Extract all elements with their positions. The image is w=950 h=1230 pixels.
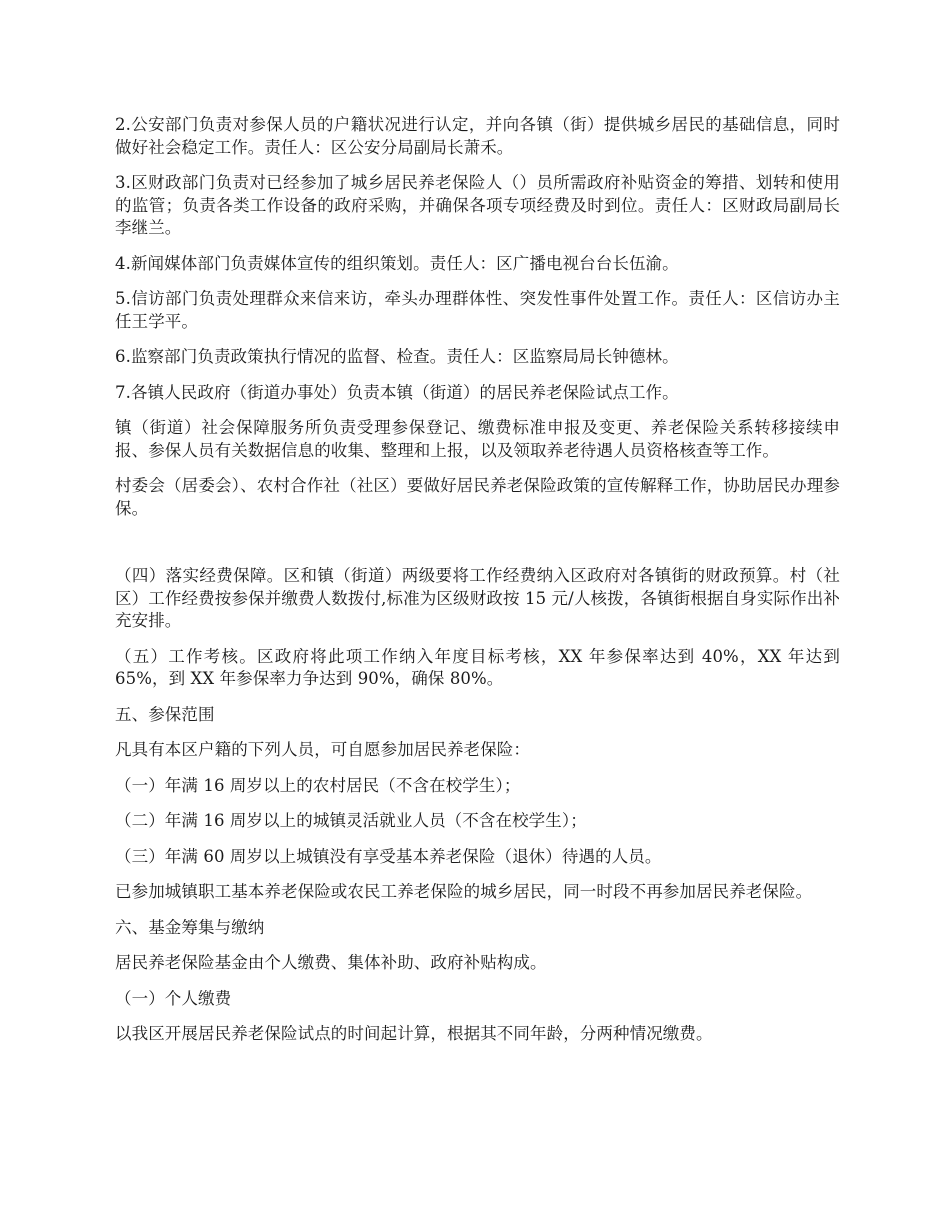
- section-heading-fund: 六、基金筹集与缴纳: [115, 917, 265, 937]
- list-item-rural-residents: （一）年满 16 周岁以上的农村居民（不含在校学生）；: [115, 775, 521, 795]
- paragraph-work-assessment: （五）工作考核。区政府将此项工作纳入年度目标考核，XX 年参保率达到 40%，XX 年达到 65%，到 XX 年参保率力争达到 90%，确保 80%。: [115, 646, 840, 688]
- paragraph-contribution-method: 以我区开展居民养老保险试点的时间起计算，根据其不同年龄，分两种情况缴费。: [115, 1024, 713, 1043]
- document-body: [115, 114, 840, 1059]
- list-item-urban-elderly: （三）年满 60 周岁以上城镇没有享受基本养老保险（退休）待遇的人员。: [115, 846, 662, 866]
- paragraph-funding-guarantee: （四）落实经费保障。区和镇（街道）两级要将工作经费纳入区政府对各镇街的财政预算。村（社区）工作经费按参保并缴费人数拨付,标准为区级财政按 15 元/人核拨，各镇街根据自身实际作出补充安排。: [115, 566, 840, 630]
- blank-gap: [115, 533, 840, 565]
- list-item-urban-flexible: （二）年满 16 周岁以上的城镇灵活就业人员（不含在校学生）；: [115, 811, 587, 830]
- subheading-personal-contribution: （一）个人缴费: [115, 988, 232, 1008]
- paragraph-fund-composition: 居民养老保险基金由个人缴费、集体补助、政府补贴构成。: [115, 953, 547, 972]
- paragraph-item-7-towns: 7.各镇人民政府（街道办事处）负责本镇（街道）的居民养老保险试点工作。: [115, 382, 679, 402]
- paragraph-item-3-finance: 3.区财政部门负责对已经参加了城乡居民养老保险人（）员所需政府补贴资金的筹措、划转和使用的监管；负责各类工作设备的政府采购，并确保各项专项经费及时到位。责任人：区财政局副局长李继兰。: [115, 173, 840, 237]
- paragraph-coverage-intro: 凡具有本区户籍的下列人员，可自愿参加居民养老保险：: [115, 740, 530, 759]
- paragraph-item-5-petition: 5.信访部门负责处理群众来信来访，牵头办理群体性、突发性事件处置工作。责任人：区信访办主任王学平。: [115, 289, 840, 331]
- paragraph-item-6-supervision: 6.监察部门负责政策执行情况的监督、检查。责任人：区监察局局长钟德林。: [115, 347, 679, 366]
- paragraph-social-security-office: 镇（街道）社会保障服务所负责受理参保登记、缴费标准申报及变更、养老保险关系转移接续申报、参保人员有关数据信息的收集、整理和上报，以及领取养老待遇人员资格核查等工作。: [115, 418, 840, 460]
- paragraph-exclusion: 已参加城镇职工基本养老保险或农民工养老保险的城乡居民，同一时段不再参加居民养老保险。: [115, 882, 813, 901]
- paragraph-village-committee: 村委会（居委会）、农村合作社（社区）要做好居民养老保险政策的宣传解释工作，协助居民办理参保。: [115, 476, 840, 518]
- paragraph-item-4-media: 4.新闻媒体部门负责媒体宣传的组织策划。责任人：区广播电视台台长伍渝。: [115, 253, 679, 273]
- section-heading-coverage: 五、参保范围: [115, 704, 215, 724]
- paragraph-item-2-police: 2.公安部门负责对参保人员的户籍状况进行认定，并向各镇（街）提供城乡居民的基础信息，同时做好社会稳定工作。责任人：区公安分局副局长萧禾。: [115, 115, 840, 157]
